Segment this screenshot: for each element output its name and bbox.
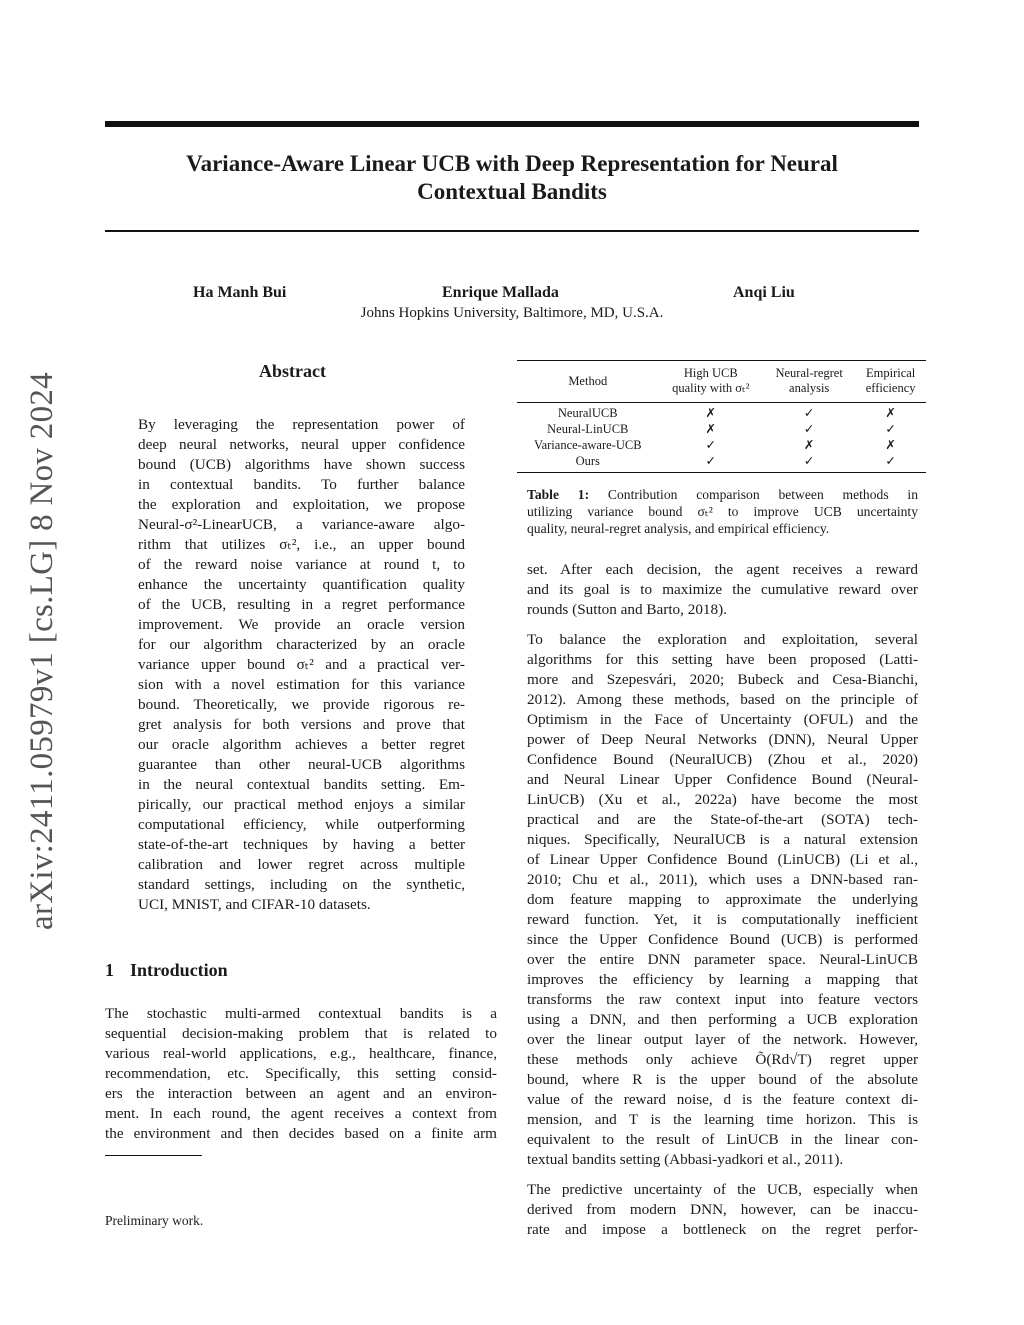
method-name: Variance-aware-UCB — [533, 437, 642, 452]
text-line: our oracle algorithm achieves a better regret — [138, 736, 465, 753]
header-text: Empirical — [865, 366, 916, 380]
check-mark-cell: ✗ — [885, 437, 896, 452]
text-line: over the entire DNN parameter space. Neural-LinUCB — [527, 951, 918, 968]
text-line: gret analysis for both versions and prove that — [138, 716, 465, 733]
text-line: sequential decision-making problem that is related to — [105, 1025, 497, 1042]
text-line: equivalent to the result of LinUCB in the linear con- — [527, 1131, 918, 1148]
text-line: The stochastic multi-armed contextual bandits is a — [105, 1005, 497, 1022]
section-title: Introduction — [130, 960, 228, 980]
column-header — [855, 364, 926, 398]
header-text: High UCB — [683, 366, 738, 380]
table-row — [517, 453, 926, 469]
text-line: over the linear output layer of the network. However, — [527, 1031, 918, 1048]
author-name: Anqi Liu — [733, 284, 795, 301]
text-line: standard settings, including on the synthetic, — [138, 876, 465, 893]
text-line: derived from modern DNN, however, can be inaccu- — [527, 1201, 918, 1218]
check-mark-cell: ✗ — [803, 437, 815, 452]
check-mark-cell: ✓ — [885, 421, 896, 436]
author-name: Enrique Mallada — [442, 284, 559, 301]
affiliation: Johns Hopkins University, Baltimore, MD, U.S.A. — [360, 305, 664, 321]
text-line: more and Szepesvári, 2020; Bubeck and Cesa-Bianchi, — [527, 671, 918, 688]
text-line: recommendation, etc. Specifically, this setting consid- — [105, 1065, 497, 1082]
title-line: Variance-Aware Linear UCB with Deep Representation for Neural — [186, 151, 838, 176]
text-line: value of the reward noise, d is the feature context di- — [527, 1091, 918, 1108]
text-line: guarantee than other neural-UCB algorithms — [138, 756, 465, 773]
text-line: in the neural contextual bandits setting. Em- — [138, 776, 465, 793]
text-line: power of Deep Neural Networks (DNN), Neural Upper — [527, 731, 918, 748]
abstract-heading: Abstract — [259, 361, 326, 381]
title-bottom-rule — [105, 230, 919, 232]
text-line: 2012). Among these methods, based on the principle of — [527, 691, 918, 708]
text-line: pirically, our practical method enjoys a similar — [138, 796, 465, 813]
text-line: in contextual bandits. To further balance — [138, 476, 465, 493]
text-line: bound (UCB) algorithms have shown success — [138, 456, 465, 473]
check-mark-cell: ✗ — [885, 405, 896, 420]
section-number: 1 — [105, 960, 114, 980]
column-header — [517, 364, 659, 398]
text-line: The predictive uncertainty of the UCB, especially when — [527, 1181, 918, 1198]
caption-line: utilizing variance bound σₜ² to improve UCB uncertainty — [527, 504, 918, 519]
text-line: rounds (Sutton and Barto, 2018). — [527, 601, 727, 618]
text-line: Neural-σ²-LinearUCB, a variance-aware algo- — [138, 516, 465, 533]
text-line: reward function. Yet, it is computationally inefficient — [527, 911, 918, 928]
text-line: the exploration and exploitation, we propose — [138, 496, 465, 513]
text-line: various real-world applications, e.g., healthcare, finance, — [105, 1045, 497, 1062]
table-row — [517, 403, 926, 422]
text-line: variance upper bound σₜ² and a practical ver- — [138, 656, 465, 673]
text-line: LinUCB) (Xu et al., 2022a) have become the most — [527, 791, 918, 808]
text-line: rate and impose a bottleneck on the regret perfor- — [527, 1221, 918, 1238]
header-text: Neural-regret — [775, 366, 843, 380]
check-mark-cell: ✓ — [803, 453, 815, 468]
text-line: using a DNN, and then performing a UCB exploration — [527, 1011, 918, 1028]
text-line: these methods only achieve Õ(Rd√T) regret upper — [527, 1051, 918, 1068]
text-line: since the Upper Confidence Bound (UCB) is performed — [527, 931, 918, 948]
column-header — [763, 364, 855, 398]
text-line: textual bandits setting (Abbasi-yadkori et al., 2011). — [527, 1151, 844, 1168]
text-line: computational efficiency, while outperforming — [138, 816, 465, 833]
caption-line: quality, neural-regret analysis, and empirical efficiency. — [527, 521, 830, 536]
text-line: algorithms for this setting have been proposed (Latti- — [527, 651, 918, 668]
text-line: improves the efficiency by learning a mapping that — [527, 971, 918, 988]
text-line: set. After each decision, the agent receives a reward — [527, 561, 918, 578]
header-text: analysis — [789, 381, 830, 395]
text-line: niques. Specifically, NeuralUCB is a natural extension — [527, 831, 918, 848]
table-row — [517, 437, 926, 453]
text-line: Confidence Bound (NeuralUCB) (Zhou et al., 2020) — [527, 751, 918, 768]
text-line: bound, where R is the upper bound of the absolute — [527, 1071, 918, 1088]
text-line: practical and are the State-of-the-art (SOTA) tech- — [527, 811, 918, 828]
text-line: mension, and T is the learning time horizon. This is — [527, 1111, 918, 1128]
text-line: rithm that utilizes σₜ², i.e., an upper bound — [138, 536, 465, 553]
paper-title — [105, 150, 919, 206]
method-name: Neural-LinUCB — [547, 421, 629, 436]
text-line: calibration and lower regret across multiple — [138, 856, 465, 873]
header-text: efficiency — [865, 381, 916, 395]
check-mark-cell: ✓ — [803, 421, 815, 436]
text-line: and Neural Linear Upper Confidence Bound (Neural- — [527, 771, 918, 788]
check-mark-cell: ✓ — [705, 437, 717, 452]
section-heading — [105, 960, 228, 981]
check-mark-cell: ✗ — [705, 421, 717, 436]
abstract-text — [138, 415, 465, 915]
table-header-row — [517, 364, 926, 398]
caption-label: Table 1: — [527, 487, 590, 502]
text-line: ment. In each round, the agent receives a context from — [105, 1105, 497, 1122]
caption-line — [527, 486, 918, 503]
text-line: transforms the raw context input into feature vectors — [527, 991, 918, 1008]
text-line: of the UCB, resulting in a regret performance — [138, 596, 465, 613]
footnote-rule — [105, 1155, 202, 1156]
footnote: Preliminary work. — [105, 1213, 204, 1228]
intro-paragraph — [105, 1004, 497, 1144]
paragraph — [527, 560, 918, 620]
text-line: and its goal is to maximize the cumulative reward over — [527, 581, 918, 598]
header-text: Method — [568, 373, 608, 388]
comparison-table — [517, 360, 926, 473]
text-line: sion with a novel estimation for this variance — [138, 676, 465, 693]
text-line: To balance the exploration and exploitation, several — [527, 631, 918, 648]
arxiv-stamp: arXiv:2411.05979v1 [cs.LG] 8 Nov 2024 — [24, 372, 60, 930]
text-line: deep neural networks, neural upper confidence — [138, 436, 465, 453]
text-line: the environment and then decides based on a finite arm — [105, 1125, 497, 1142]
text-line: of the reward noise variance at round t, to — [138, 556, 465, 573]
check-mark-cell: ✓ — [885, 453, 896, 468]
text-line: state-of-the-art techniques by having a better — [138, 836, 465, 853]
paragraph — [527, 1180, 918, 1240]
method-name: NeuralUCB — [557, 405, 618, 420]
text-line: improvement. We provide an oracle version — [138, 616, 465, 633]
author-name: Ha Manh Bui — [193, 284, 287, 301]
table-row — [517, 421, 926, 437]
caption-text: Contribution comparison between methods in — [589, 487, 918, 502]
check-mark-cell: ✓ — [705, 453, 717, 468]
text-line: 2010; Chu et al., 2011), which uses a DNN-based ran- — [527, 871, 918, 888]
text-line: Optimism in the Face of Uncertainty (OFUL) and the — [527, 711, 918, 728]
text-line: of Linear Upper Confidence Bound (LinUCB) (Li et al., — [527, 851, 918, 868]
text-line: UCI, MNIST, and CIFAR-10 datasets. — [138, 896, 371, 913]
check-mark-cell: ✓ — [803, 405, 815, 420]
title-top-rule — [105, 121, 919, 127]
check-mark-cell: ✗ — [705, 405, 717, 420]
text-line: enhance the uncertainty quantification quality — [138, 576, 465, 593]
text-line: By leveraging the representation power of — [138, 416, 465, 433]
text-line: dom feature mapping to approximate the underlying — [527, 891, 918, 908]
text-line: ers the interaction between an agent and an environ- — [105, 1085, 497, 1102]
header-text: quality with σₜ² — [672, 381, 750, 395]
method-name: Ours — [575, 453, 600, 468]
text-line: for our algorithm characterized by an oracle — [138, 636, 465, 653]
column-header — [659, 364, 764, 398]
text-line: bound. Theoretically, we provide rigorous re- — [138, 696, 465, 713]
table-caption — [527, 486, 918, 537]
paragraph — [527, 630, 918, 1170]
title-line: Contextual Bandits — [417, 179, 607, 204]
